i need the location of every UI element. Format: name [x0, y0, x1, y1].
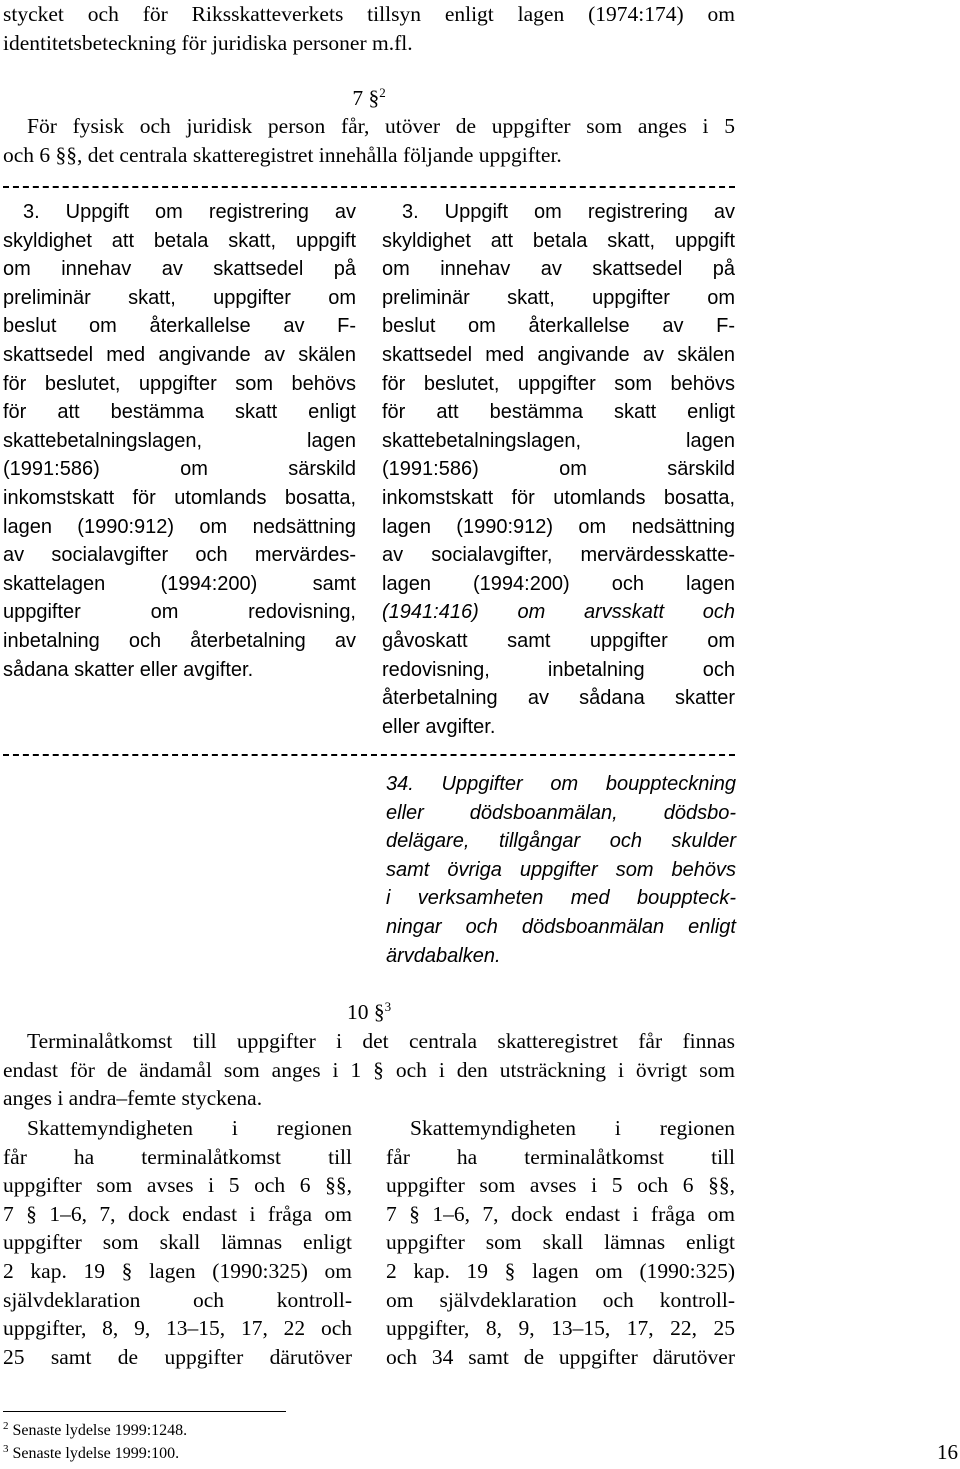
text-line: om innehav av skattsedel på: [3, 258, 356, 281]
text-line: sådana skatter eller avgifter.: [3, 658, 254, 681]
text-line: delägare, tillgångar och skulder: [386, 830, 736, 853]
text-line: får ha terminalåtkomst till: [3, 1144, 352, 1169]
text-line: av socialavgifter, mervärdesskatte-: [382, 544, 735, 567]
footnote-marker: 2: [3, 1420, 9, 1432]
intro-paragraph: [3, 0, 735, 57]
section-10-text: [3, 1027, 735, 1113]
text-line: självdeklaration och kontroll-: [3, 1287, 352, 1312]
text-line: eller avgifter.: [382, 715, 496, 738]
text-line: 25 samt de uppgifter därutöver: [3, 1344, 352, 1369]
footnote-text: Senaste lydelse 1999:100.: [12, 1445, 180, 1462]
text-line: 7 § 1–6, 7, dock endast i fråga om: [3, 1201, 352, 1226]
footnote: [3, 1421, 187, 1441]
text-line: lagen (1994:200) och lagen: [382, 572, 735, 595]
text-line: uppgifter, 8, 9, 13–15, 17, 22 och: [3, 1316, 352, 1341]
text-line: skattsedel med angivande av skälen: [3, 343, 356, 366]
text-line: (1991:586) om särskild: [382, 458, 735, 481]
text-line: skattebetalningslagen, lagen: [3, 429, 356, 452]
text-line: skyldighet att betala skatt, uppgift: [3, 229, 356, 252]
text-line: skattebetalningslagen, lagen: [382, 429, 735, 452]
text-line: och 34 samt de uppgifter därutöver: [386, 1344, 735, 1369]
text-line: 2 kap. 19 § lagen om (1990:325): [386, 1258, 735, 1283]
text-line: 3. Uppgift om registrering av: [402, 201, 735, 223]
text-line: lagen (1990:912) om nedsättning: [3, 515, 356, 538]
text-line: Skattemyndigheten i regionen: [27, 1116, 352, 1140]
divider-dashed: [3, 186, 735, 188]
text-line: för beslutet, uppgifter som behövs: [3, 372, 356, 395]
text-line: samt övriga uppgifter som behövs: [386, 858, 736, 881]
section-number: 10 §: [346, 1000, 385, 1024]
text-line: om självdeklaration och kontroll-: [386, 1287, 735, 1312]
text-line: 2 kap. 19 § lagen (1990:325) om: [3, 1258, 352, 1283]
text-line: inkomstskatt för utomlands bosatta,: [3, 486, 356, 509]
section-10-proposed: [386, 1114, 735, 1371]
text-line: redovisning, inbetalning och: [382, 658, 735, 681]
text-line: Skattemyndigheten i regionen: [410, 1116, 735, 1140]
section-line: Terminalåtkomst till uppgifter i det centrala skatteregistret får finnas: [27, 1029, 735, 1053]
text-line: beslut om återkallelse av F-: [3, 315, 356, 338]
section-number: 7 §: [352, 86, 380, 110]
intro-line: identitetsbeteckning för juridiska personer m.fl.: [3, 30, 413, 55]
text-line: (1991:586) om särskild: [3, 458, 356, 481]
footnote-ref: 3: [384, 999, 392, 1014]
text-line: gåvoskatt samt uppgifter om: [382, 629, 735, 652]
text-line: eller dödsboanmälan, dödsbo-: [386, 801, 736, 824]
section-line: anges i andra–femte styckena.: [3, 1086, 263, 1111]
text-line: om innehav av skattsedel på: [382, 258, 735, 281]
text-line: av socialavgifter och mervärdes-: [3, 544, 356, 567]
text-line: uppgifter som avses i 5 och 6 §§,: [386, 1173, 735, 1198]
divider-dashed: [3, 754, 735, 756]
footnote-ref: 2: [379, 85, 386, 100]
section-line: och 6 §§, det centrala skatteregistret innehålla följande uppgifter.: [3, 142, 562, 167]
text-line: 3. Uppgift om registrering av: [23, 201, 356, 223]
text-line: för beslutet, uppgifter som behövs: [382, 372, 735, 395]
text-line: uppgifter som skall lämnas enligt: [3, 1230, 352, 1255]
section-10-current: [3, 1114, 352, 1371]
text-line: 34. Uppgifter om bouppteckning: [386, 773, 736, 795]
text-line: ningar och dödsboanmälan enligt: [386, 915, 736, 938]
footnote: [3, 1444, 179, 1464]
text-line: skattsedel med angivande av skälen: [382, 343, 735, 366]
text-line: i verksamheten med bouppteck-: [386, 887, 736, 910]
intro-line: stycket och för Riksskatteverkets tillsyn enligt lagen (1974:174) om: [3, 2, 735, 26]
text-line: uppgifter om redovisning,: [3, 601, 356, 624]
text-line: lagen (1990:912) om nedsättning: [382, 515, 735, 538]
section-7-heading: [3, 84, 735, 113]
text-line: för att bestämma skatt enligt: [382, 401, 735, 424]
text-line: får ha terminalåtkomst till: [386, 1144, 735, 1169]
text-line: inkomstskatt för utomlands bosatta,: [382, 486, 735, 509]
item-3-current: [3, 198, 356, 684]
footnote-text: Senaste lydelse 1999:1248.: [12, 1422, 188, 1439]
text-line: skattelagen (1994:200) samt: [3, 572, 356, 595]
section-line: För fysisk och juridisk person får, utöver de uppgifter som anges i 5: [27, 114, 735, 138]
text-line: inbetalning och återbetalning av: [3, 629, 356, 652]
text-line: för att bestämma skatt enligt: [3, 401, 356, 424]
footnote-marker: 3: [3, 1443, 9, 1455]
section-line: endast för de ändamål som anges i 1 § och i den utsträckning i övrigt som: [3, 1057, 735, 1082]
page-number: 16: [937, 1440, 958, 1464]
text-line: ärvdabalken.: [386, 944, 501, 967]
text-line: (1941:416) om arvsskatt och: [382, 601, 735, 624]
text-line: skyldighet att betala skatt, uppgift: [382, 229, 735, 252]
item-3-proposed: [382, 198, 735, 741]
text-line: beslut om återkallelse av F-: [382, 315, 735, 338]
section-7-text: [3, 112, 735, 169]
text-line: preliminär skatt, uppgifter om: [382, 286, 735, 309]
text-line: 7 § 1–6, 7, dock endast i fråga om: [386, 1201, 735, 1226]
text-line: uppgifter som avses i 5 och 6 §§,: [3, 1173, 352, 1198]
footnote-rule: [3, 1411, 286, 1412]
text-line: preliminär skatt, uppgifter om: [3, 286, 356, 309]
text-line: uppgifter som skall lämnas enligt: [386, 1230, 735, 1255]
item-34-proposed: [386, 770, 736, 970]
section-10-heading: [3, 998, 735, 1027]
text-line: uppgifter, 8, 9, 13–15, 17, 22, 25: [386, 1316, 735, 1341]
text-line: återbetalning av sådana skatter: [382, 687, 735, 710]
